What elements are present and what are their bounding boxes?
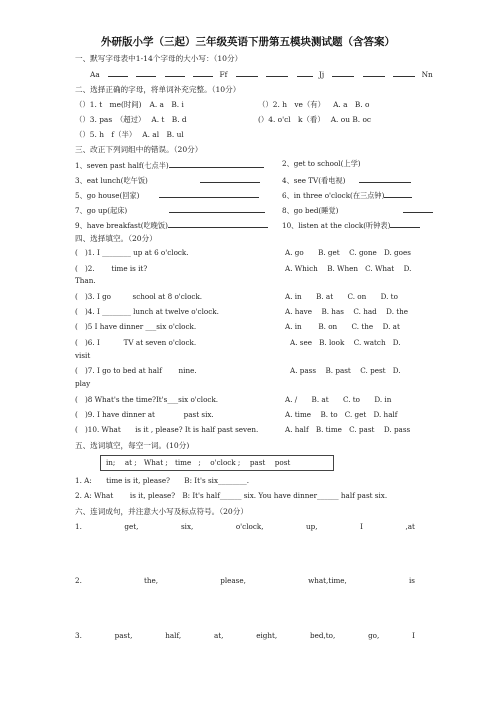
mc-question: ( )7. I go to bed at half nine. (75, 366, 197, 375)
scramble-row-3: 3. past, half, at, eight, bed,to, go, I (75, 631, 415, 640)
s3-item-2: 2、get to school(上学) (282, 159, 361, 168)
mc-options: A. have B. has C. had D. the (285, 307, 409, 316)
blank[interactable] (165, 68, 185, 77)
mc-options: A. / B. at C. to D. in (285, 395, 392, 404)
section-1-heading: 一、默写字母表中1-14个字母的大小写：（10分） (75, 54, 243, 63)
s3-item-9: 9、have breakfast(吃晚饭) (75, 219, 268, 231)
blank[interactable] (236, 68, 258, 77)
word-bank: in; at ; What ; time ; o'clock ; past post (106, 458, 291, 467)
letter-row (90, 68, 433, 79)
s3-item-7: 7、go up(起床) (75, 204, 265, 216)
s3-item-10: 10、listen at the clock(听钟表) (282, 219, 420, 231)
mc-options: A. in B. at C. on D. to (285, 292, 398, 301)
section-6-heading: 六、连词成句，并注意大小写及标点符号。（20分） (75, 507, 248, 516)
fill-sentence-1: 1. A: time is it, please? B: It's six________. (75, 476, 250, 485)
blank[interactable] (108, 68, 128, 77)
letter-jj: Jj (318, 70, 325, 79)
s2-item-2: （）2. h ve（有） A. a B. o (258, 100, 370, 109)
mc-question: ( )5 I have dinner ___six o'clock. (75, 322, 197, 331)
fill-sentence-2: 2. A: What is it, please? B: It's half______ six. You have dinner______ half past six. (75, 491, 388, 500)
section-2-heading: 二、选择正确的字母，将单词补充完整。（10分） (75, 85, 241, 94)
blank[interactable] (393, 68, 415, 77)
s2-item-5: （）5. h f（半） A. al B. ul (75, 130, 184, 139)
s3-item-1: 1、seven past half(七点半) (75, 159, 264, 171)
section-5-heading: 五、选词填空，每空一词。(10分) (75, 441, 190, 450)
s3-item-4: 4、see TV(看电视) (282, 174, 411, 186)
mc-question: ( )9. I have dinner at past six. (75, 410, 214, 419)
mc-options: A. time B. to C. get D. half (285, 410, 398, 419)
blank[interactable] (266, 68, 288, 77)
scramble-row-1: 1. get, six, o'clock, up, I ,at (75, 522, 415, 531)
mc-question: ( )1. I ________ up at 6 o'clock. (75, 248, 189, 257)
mc-wrap: visit (75, 351, 91, 360)
mc-options: A. see B. look C. watch D. (290, 338, 401, 347)
mc-options: A. pass B. past C. pest D. (290, 366, 401, 375)
page-title: 外研版小学（三起）三年级英语下册第五模块测试题（含答案） (101, 36, 395, 48)
section-4-heading: 四、选择填空。（20分） (75, 234, 157, 243)
s2-item-4: (）4. o'cl k（看） A. ou B. oc (258, 115, 372, 124)
letter-aa: Aa (90, 70, 100, 79)
s3-item-8: 8、go bed(睡觉) (282, 204, 433, 216)
mc-question: ( )4. I ________ lunch at twelve o'clock. (75, 307, 219, 316)
s2-item-3: （）3. pas （超过） A. t B. d (75, 115, 187, 124)
mc-question: ( )2. time is it? (75, 264, 148, 273)
scramble-row-2: 2. the, please, what,time, is (75, 576, 415, 585)
s3-item-3: 3、eat lunch(吃午饭) (75, 174, 260, 186)
mc-question: ( )10. What is it , please? It is half past seven. (75, 425, 259, 434)
mc-options: A. go B. get C. gone D. goes (285, 248, 411, 257)
mc-question: ( )3. I go school at 8 o'clock. (75, 292, 203, 301)
mc-wrap: Than. (75, 276, 96, 285)
section-3-heading: 三、改正下列词组中的错误。（20分） (75, 145, 203, 154)
blank[interactable] (297, 68, 313, 77)
blank[interactable] (363, 68, 385, 77)
letter-nn: Nn (421, 70, 433, 79)
blank[interactable] (193, 68, 213, 77)
mc-options: A. half B. time C. past D. pass (285, 425, 411, 434)
mc-options: A. in B. on C. the D. at (285, 322, 400, 331)
mc-question: ( )8 What's the time?It's___six o'clock. (75, 395, 219, 404)
blank[interactable] (332, 68, 354, 77)
mc-wrap: play (75, 379, 91, 388)
mc-options: A. Which B. When C. What D. (285, 264, 412, 273)
s2-item-1: （）1. t me(时间) A. a B. i (75, 100, 184, 109)
letter-ff: Ff (219, 70, 228, 79)
s3-item-5: 5、go house(回家) (75, 189, 259, 201)
mc-question: ( )6. I TV at seven o'clock. (75, 338, 197, 347)
blank[interactable] (136, 68, 156, 77)
s3-item-6: 6、in three o'clock(在三点钟) (282, 189, 412, 201)
